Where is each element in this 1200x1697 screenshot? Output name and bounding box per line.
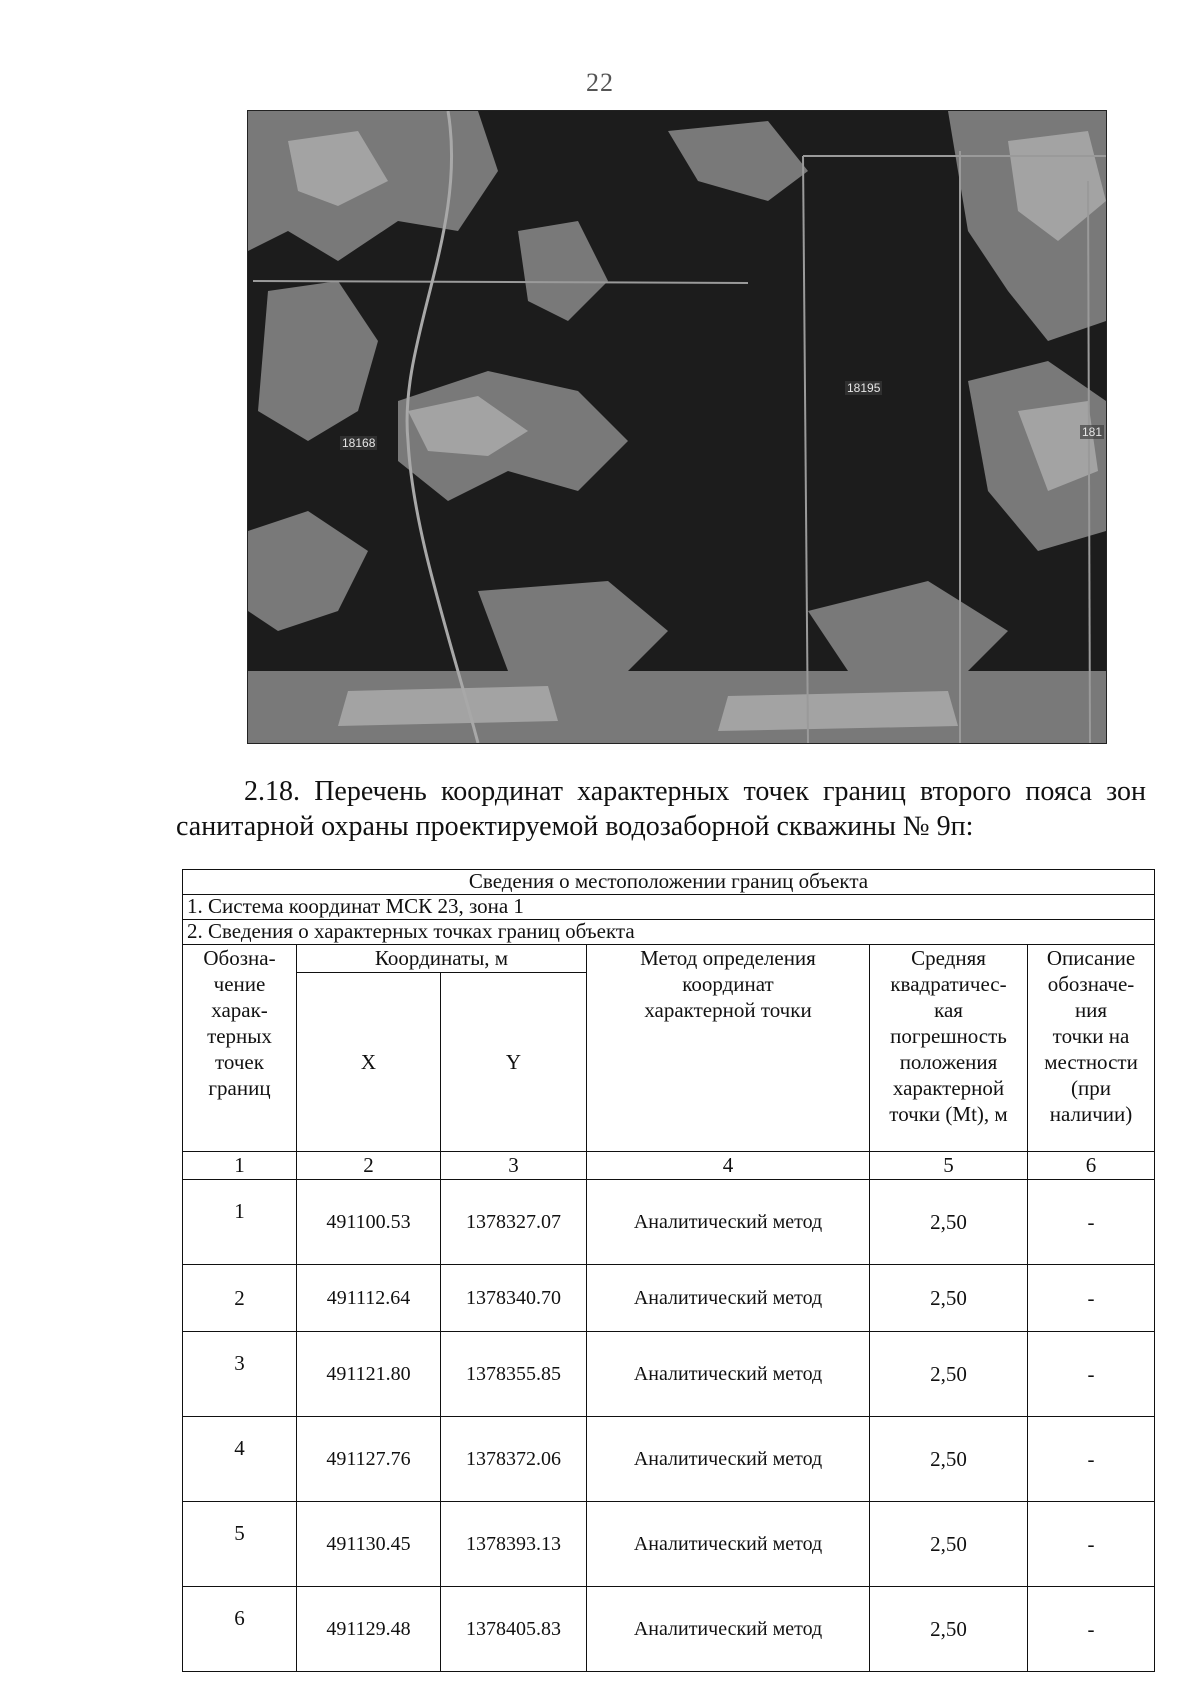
point-number: 6 [183, 1587, 297, 1672]
mt-value: 2,50 [870, 1180, 1028, 1265]
map-point-label: 18195 [847, 381, 881, 395]
mt-value: 2,50 [870, 1502, 1028, 1587]
header-designation: Обозна- чение харак- терных точек границ [183, 945, 297, 1152]
map-point-label: 18168 [342, 436, 376, 450]
description-value: - [1028, 1332, 1155, 1417]
table-row [183, 1417, 1155, 1502]
method-value: Аналитический метод [587, 1587, 870, 1672]
column-number: 1 [183, 1152, 297, 1180]
method-value: Аналитический метод [587, 1502, 870, 1587]
header-y: Y [441, 973, 587, 1152]
column-number: 3 [441, 1152, 587, 1180]
table-row [183, 1502, 1155, 1587]
x-value: 491127.76 [297, 1417, 441, 1502]
map-image [247, 110, 1107, 744]
point-number: 2 [183, 1265, 297, 1332]
column-number: 2 [297, 1152, 441, 1180]
method-value: Аналитический метод [587, 1180, 870, 1265]
point-number: 5 [183, 1502, 297, 1587]
coordinate-system-row: 1. Система координат МСК 23, зона 1 [183, 895, 1155, 920]
point-number: 3 [183, 1332, 297, 1417]
x-value: 491129.48 [297, 1587, 441, 1672]
table-row [183, 1332, 1155, 1417]
mt-value: 2,50 [870, 1332, 1028, 1417]
column-number: 4 [587, 1152, 870, 1180]
description-value: - [1028, 1587, 1155, 1672]
description-value: - [1028, 1265, 1155, 1332]
y-value: 1378355.85 [441, 1332, 587, 1417]
header-method: Метод определения координат характерной точки [587, 945, 870, 1152]
table-title: Сведения о местоположении границ объекта [183, 870, 1155, 895]
points-info-row: 2. Сведения о характерных точках границ объекта [183, 920, 1155, 945]
header-x: X [297, 973, 441, 1152]
satellite-map-image [248, 111, 1106, 743]
y-value: 1378340.70 [441, 1265, 587, 1332]
description-value: - [1028, 1180, 1155, 1265]
x-value: 491130.45 [297, 1502, 441, 1587]
description-value: - [1028, 1417, 1155, 1502]
mt-value: 2,50 [870, 1587, 1028, 1672]
description-value: - [1028, 1502, 1155, 1587]
method-value: Аналитический метод [587, 1265, 870, 1332]
column-number: 6 [1028, 1152, 1155, 1180]
section-heading: 2.18. Перечень координат характерных точек границ второго пояса зон санитарной охраны проектируемой водозаборной скважины № 9п: [176, 776, 1146, 842]
point-number: 1 [183, 1180, 297, 1265]
method-value: Аналитический метод [587, 1332, 870, 1417]
x-value: 491112.64 [297, 1265, 441, 1332]
page-number: 22 [586, 68, 614, 97]
map-point-label: 181 [1082, 425, 1103, 439]
coordinates-table [182, 869, 1155, 1672]
header-coordinates: Координаты, м [297, 945, 587, 973]
table-row [183, 1265, 1155, 1332]
y-value: 1378393.13 [441, 1502, 587, 1587]
y-value: 1378372.06 [441, 1417, 587, 1502]
point-number: 4 [183, 1417, 297, 1502]
column-number: 5 [870, 1152, 1028, 1180]
header-error: Средняя квадратичес- кая погрешность положения характерной точки (Mt), м [870, 945, 1028, 1152]
mt-value: 2,50 [870, 1265, 1028, 1332]
header-description: Описание обозначе- ния точки на местности (при наличии) [1028, 945, 1155, 1152]
mt-value: 2,50 [870, 1417, 1028, 1502]
y-value: 1378327.07 [441, 1180, 587, 1265]
y-value: 1378405.83 [441, 1587, 587, 1672]
table-row [183, 1180, 1155, 1265]
table-row [183, 1587, 1155, 1672]
x-value: 491100.53 [297, 1180, 441, 1265]
x-value: 491121.80 [297, 1332, 441, 1417]
method-value: Аналитический метод [587, 1417, 870, 1502]
